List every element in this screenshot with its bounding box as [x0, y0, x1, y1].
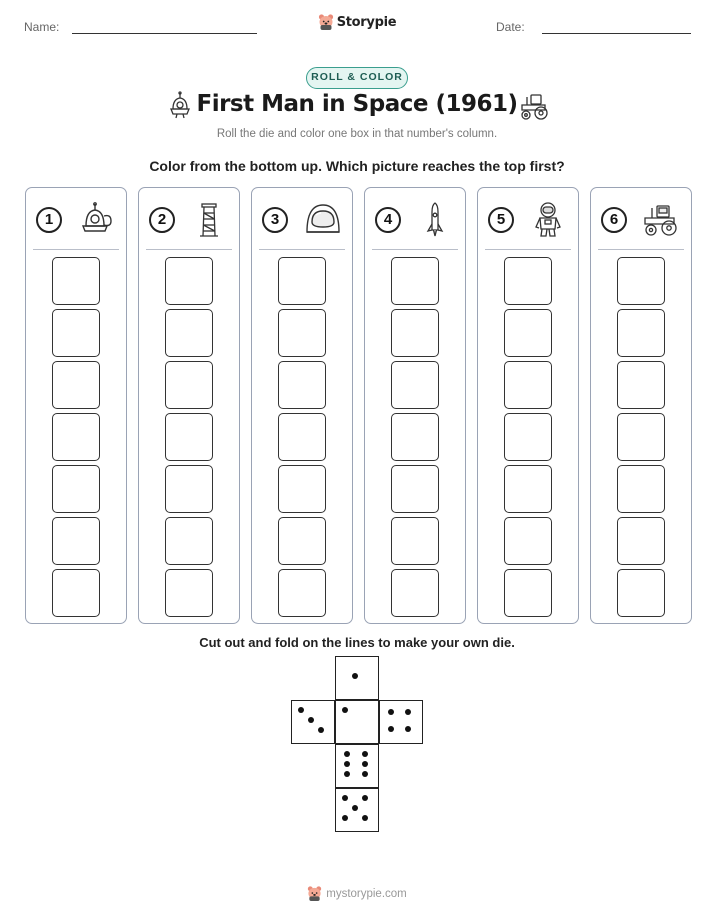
die-pip [362, 771, 368, 777]
die-face-6 [335, 744, 379, 788]
column-number: 5 [488, 207, 514, 233]
color-box[interactable] [278, 569, 326, 617]
rocket-icon [417, 202, 455, 238]
die-face-4 [379, 700, 423, 744]
die-pip [388, 709, 394, 715]
die-pip [342, 707, 348, 713]
storypie-bear-icon [318, 13, 334, 31]
color-box[interactable] [504, 361, 552, 409]
color-box[interactable] [391, 361, 439, 409]
color-boxes [52, 257, 100, 617]
date-label: Date: [496, 20, 525, 34]
tractor-icon [643, 202, 681, 238]
color-box[interactable] [278, 257, 326, 305]
color-box[interactable] [165, 465, 213, 513]
die-pip [405, 726, 411, 732]
color-boxes [504, 257, 552, 617]
color-box[interactable] [165, 517, 213, 565]
column-number: 3 [262, 207, 288, 233]
color-box[interactable] [52, 517, 100, 565]
color-box[interactable] [391, 309, 439, 357]
name-field[interactable] [72, 33, 257, 34]
die-pip [344, 771, 350, 777]
brand-logo [0, 13, 714, 31]
subtitle: Roll the die and color one box in that number's column. [216, 128, 498, 140]
name-label: Name: [24, 20, 60, 34]
column-4 [364, 187, 466, 624]
column-header [591, 202, 691, 238]
column-divider [259, 249, 345, 250]
page-title: First Man in Space (1961) [196, 91, 518, 117]
column-1 [25, 187, 127, 624]
column-divider [33, 249, 119, 250]
column-divider [485, 249, 571, 250]
die-pip [362, 751, 368, 757]
column-divider [146, 249, 232, 250]
brand-name: Storypie [336, 14, 397, 30]
column-3 [251, 187, 353, 624]
die-pip [344, 751, 350, 757]
color-box[interactable] [504, 569, 552, 617]
column-2 [138, 187, 240, 624]
color-box[interactable] [52, 309, 100, 357]
color-box[interactable] [504, 517, 552, 565]
color-box[interactable] [504, 309, 552, 357]
color-box[interactable] [52, 569, 100, 617]
die-pip [362, 815, 368, 821]
storypie-bear-icon [307, 885, 322, 902]
color-box[interactable] [165, 569, 213, 617]
color-box[interactable] [52, 361, 100, 409]
die-pip [388, 726, 394, 732]
die-pip [405, 709, 411, 715]
roll-columns [25, 187, 692, 624]
color-boxes [391, 257, 439, 617]
color-boxes [617, 257, 665, 617]
instruction: Color from the bottom up. Which picture reaches the top first? [149, 158, 565, 174]
color-box[interactable] [391, 569, 439, 617]
tractor-icon [519, 91, 551, 121]
column-header [139, 202, 239, 238]
column-divider [598, 249, 684, 250]
color-box[interactable] [391, 465, 439, 513]
column-number: 6 [601, 207, 627, 233]
color-box[interactable] [617, 309, 665, 357]
color-box[interactable] [165, 413, 213, 461]
color-box[interactable] [617, 257, 665, 305]
color-boxes [278, 257, 326, 617]
column-header [365, 202, 465, 238]
die-pip [352, 805, 358, 811]
space-helmet-icon [304, 202, 342, 238]
color-box[interactable] [165, 309, 213, 357]
die-pip [344, 761, 350, 767]
die-pip [362, 795, 368, 801]
footer [0, 885, 714, 902]
color-box[interactable] [504, 413, 552, 461]
die-face-5 [335, 788, 379, 832]
die-instruction: Cut out and fold on the lines to make your own die. [199, 635, 515, 650]
color-box[interactable] [617, 517, 665, 565]
color-box[interactable] [617, 413, 665, 461]
column-number: 1 [36, 207, 62, 233]
color-box[interactable] [391, 413, 439, 461]
die-face-1 [335, 656, 379, 700]
launch-tower-icon [191, 202, 229, 238]
color-box[interactable] [165, 257, 213, 305]
color-box[interactable] [278, 413, 326, 461]
color-box[interactable] [504, 465, 552, 513]
column-number: 2 [149, 207, 175, 233]
die-pip [298, 707, 304, 713]
column-header [478, 202, 578, 238]
color-box[interactable] [278, 465, 326, 513]
footer-url[interactable]: mystorypie.com [326, 887, 407, 900]
activity-badge: ROLL & COLOR [306, 67, 408, 89]
column-header [26, 202, 126, 238]
astronaut-icon [530, 202, 568, 238]
die-pip [352, 673, 358, 679]
color-box[interactable] [278, 361, 326, 409]
space-capsule-icon [78, 202, 116, 238]
color-box[interactable] [52, 465, 100, 513]
date-field[interactable] [542, 33, 691, 34]
die-pip [308, 717, 314, 723]
die-pip [342, 795, 348, 801]
die-face-1 [335, 700, 379, 744]
column-number: 4 [375, 207, 401, 233]
color-box[interactable] [278, 517, 326, 565]
color-box[interactable] [391, 517, 439, 565]
column-header [252, 202, 352, 238]
color-box[interactable] [617, 569, 665, 617]
color-box[interactable] [504, 257, 552, 305]
die-face-3 [291, 700, 335, 744]
color-box[interactable] [391, 257, 439, 305]
color-boxes [165, 257, 213, 617]
color-box[interactable] [278, 309, 326, 357]
color-box[interactable] [52, 413, 100, 461]
color-box[interactable] [617, 361, 665, 409]
die-net [291, 656, 425, 834]
die-pip [342, 815, 348, 821]
column-6 [590, 187, 692, 624]
color-box[interactable] [617, 465, 665, 513]
color-box[interactable] [165, 361, 213, 409]
die-pip [362, 761, 368, 767]
column-divider [372, 249, 458, 250]
color-box[interactable] [52, 257, 100, 305]
column-5 [477, 187, 579, 624]
die-pip [318, 727, 324, 733]
